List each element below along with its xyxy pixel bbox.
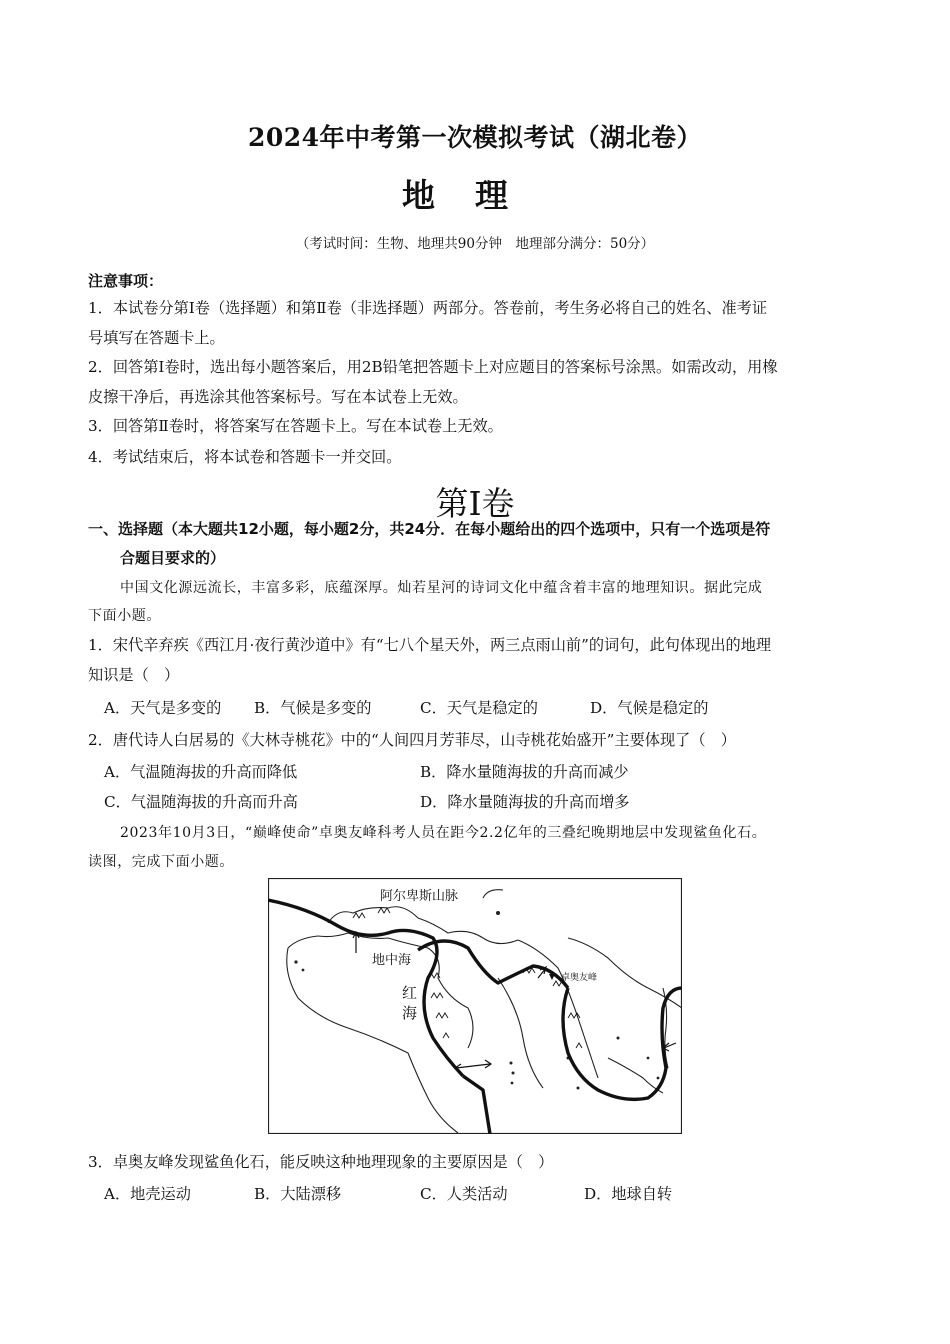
notice-heading: 注意事项： [88,272,164,290]
exam-info: （考试时间：生物、地理共90分钟 地理部分满分：50分） [295,236,655,252]
notice-item: 号填写在答题卡上。 [88,329,225,347]
mediterranean-label: 地中海 [372,953,412,968]
option-c[interactable]: C．气温随海拔的升高而升高 [104,793,298,811]
notice-item: 2．回答第Ⅰ卷时，选出每小题答案后，用2B铅笔把答题卡上对应题目的答案标号涂黑。如需改动，用橡 [88,358,778,376]
group-intro: 读图，完成下面小题。 [88,854,234,870]
option-d[interactable]: D．地球自转 [584,1185,673,1203]
red-sea-label-2: 海 [402,1004,418,1022]
notice-item: 1．本试卷分第Ⅰ卷（选择题）和第Ⅱ卷（非选择题）两部分。答卷前，考生务必将自己的姓名、准考证 [88,299,768,317]
option-d[interactable]: D．降水量随海拔的升高而增多 [420,793,630,811]
question-stem: 1．宋代辛弃疾《西江月·夜行黄沙道中》有“七八个星天外，两三点雨山前”的词句，此句体现出的地理 [88,636,772,654]
exam-title: 2024年中考第一次模拟考试（湖北卷） [247,123,703,152]
group-intro: 中国文化源远流长，丰富多彩，底蕴深厚。灿若星河的诗词文化中蕴含着丰富的地理知识。据此完成 [120,580,763,596]
subject-title: 地理 [402,176,548,215]
option-c[interactable]: C．人类活动 [420,1185,508,1203]
red-sea-label-1: 红 [402,984,418,1002]
option-d[interactable]: D．气候是稳定的 [590,699,709,717]
question-stem: 知识是（ ） [88,666,180,684]
option-b[interactable]: B．降水量随海拔的升高而减少 [420,763,629,781]
option-b[interactable]: B．大陆漂移 [254,1185,342,1203]
plate-boundary-map [268,878,682,1134]
section-title: 第Ⅰ卷 [435,484,515,523]
part-title-cont: 合题目要求的） [120,549,226,567]
alps-label: 阿尔卑斯山脉 [380,889,459,904]
option-b[interactable]: B．气候是多变的 [254,699,372,717]
cho-oyu-label: 卓奥友峰 [561,973,598,983]
notice-item: 3．回答第Ⅱ卷时，将答案写在答题卡上。写在本试卷上无效。 [88,417,503,435]
notice-item: 皮擦干净后，再选涂其他答案标号。写在本试卷上无效。 [88,388,468,406]
question-stem: 2．唐代诗人白居易的《大林寺桃花》中的“人间四月芳菲尽，山寺桃花始盛开”主要体现了（ ） [88,731,736,749]
notice-item: 4．考试结束后，将本试卷和答题卡一并交回。 [88,448,402,466]
group-intro: 下面小题。 [88,608,161,624]
option-a[interactable]: A．气温随海拔的升高而降低 [104,763,298,781]
option-a[interactable]: A．天气是多变的 [104,699,222,717]
option-a[interactable]: A．地壳运动 [104,1185,191,1203]
part-title: 一、选择题（本大题共12小题，每小题2分，共24分．在每小题给出的四个选项中，只有一个选项是符 [88,520,771,538]
question-stem: 3．卓奥友峰发现鲨鱼化石，能反映这种地理现象的主要原因是（ ） [88,1153,554,1171]
option-c[interactable]: C．天气是稳定的 [420,699,538,717]
group-intro: 2023年10月3日，“巅峰使命”卓奥友峰科考人员在距今2.2亿年的三叠纪晚期地层中发现鲨鱼化石。 [120,825,767,841]
